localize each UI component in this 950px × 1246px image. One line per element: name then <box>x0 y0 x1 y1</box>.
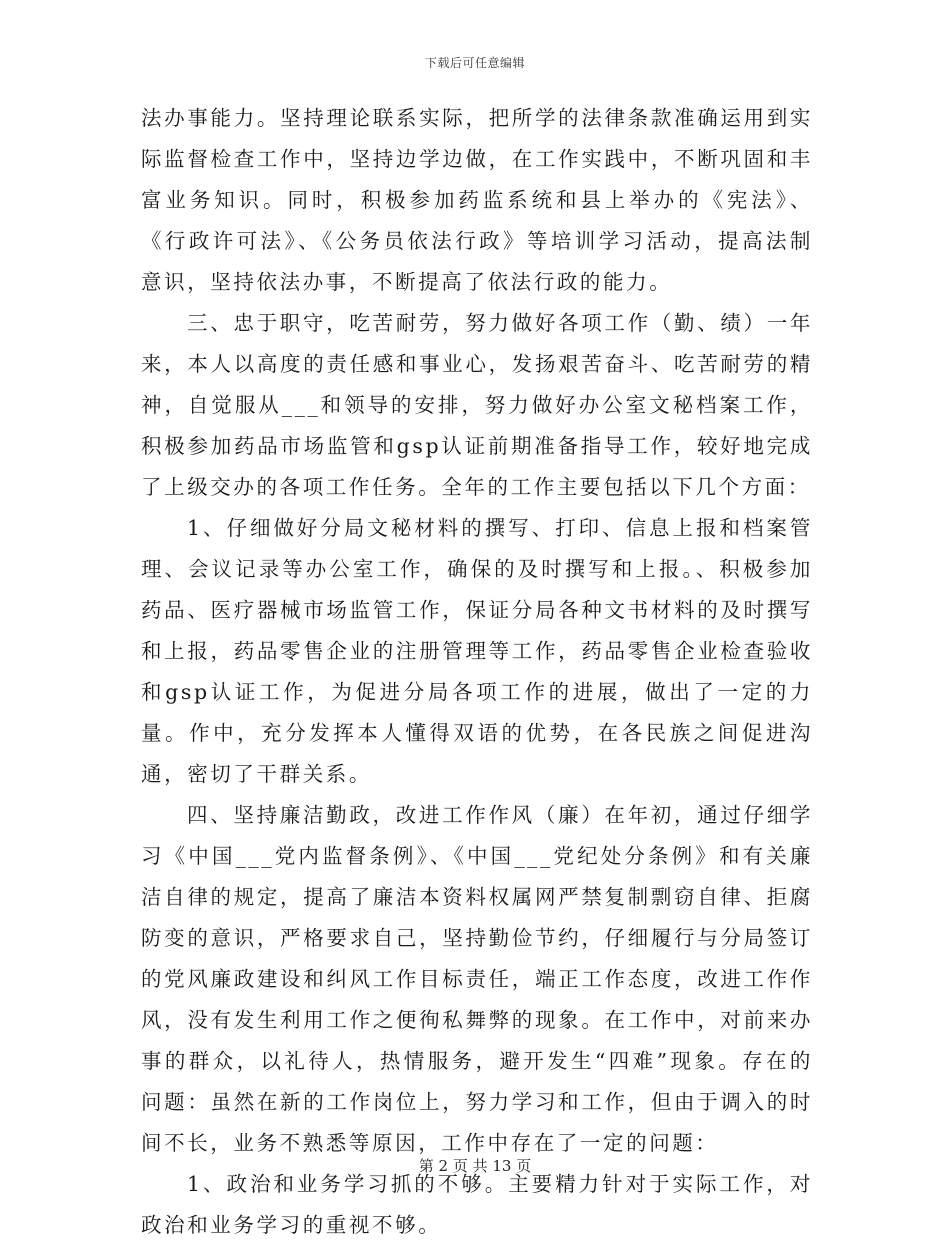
page-number-footer: 第 2 页 共 13 页 <box>418 1157 532 1175</box>
paragraph-4: 四、坚持廉洁勤政，改进工作作风（廉）在年初，通过仔细学习《中国___党内监督条例》、《中国___党纪处分条例》和有关廉洁自律的规定，提高了廉洁本资料权属网严禁复制剽窃自律、拒腐防变的意识，严格要求自己，坚持勤俭节约，仔细履行与分局签订的党风廉政建设和纠风工作目标责任，端正工作态度，改进工作作风，没有发生利用工作之便徇私舞弊的现象。在工作中，对前来办事的群众，以礼待人，热情服务，避开发生“四难”现象。存在的问题：虽然在新的工作岗位上，努力学习和工作，但由于调入的时间不长，业务不熟悉等原因，工作中存在了一定的问题： <box>141 803 813 1155</box>
document-body <box>141 98 813 1246</box>
paragraph-1: 法办事能力。坚持理论联系实际，把所学的法律条款准确运用到实际监督检查工作中，坚持边学边做，在工作实践中，不断巩固和丰富业务知识。同时，积极参加药监系统和县上举办的《宪法》、《行政许可法》、《公务员依法行政》等培训学习活动，提高法制意识，坚持依法办事，不断提高了依法行政的能力。 <box>141 106 813 294</box>
paragraph-3: 1、仔细做好分局文秘材料的撰写、打印、信息上报和档案管理、会议记录等办公室工作，确保的及时撰写和上报。、积极参加药品、医疗器械市场监管工作，保证分局各种文书材料的及时撰写和上报，药品零售企业的注册管理等工作，药品零售企业检查验收和gsp认证工作，为促进分局各项工作的进展，做出了一定的力量。作中，充分发挥本人懂得双语的优势，在各民族之间促进沟通，密切了干群关系。 <box>141 516 813 786</box>
paragraph-5: 1、政治和业务学习抓的不够。主要精力针对于实际工作，对政治和业务学习的重视不够。 <box>141 1172 813 1237</box>
page-header-note: 下载后可任意编辑 <box>424 56 525 70</box>
paragraph-2: 三、忠于职守，吃苦耐劳，努力做好各项工作（勤、绩）一年来，本人以高度的责任感和事业心，发扬艰苦奋斗、吃苦耐劳的精神，自觉服从___和领导的安排，努力做好办公室文秘档案工作，积极参加药品市场监管和gsp认证前期准备指导工作，较好地完成了上级交办的各项工作任务。全年的工作主要包括以下几个方面： <box>141 311 813 499</box>
